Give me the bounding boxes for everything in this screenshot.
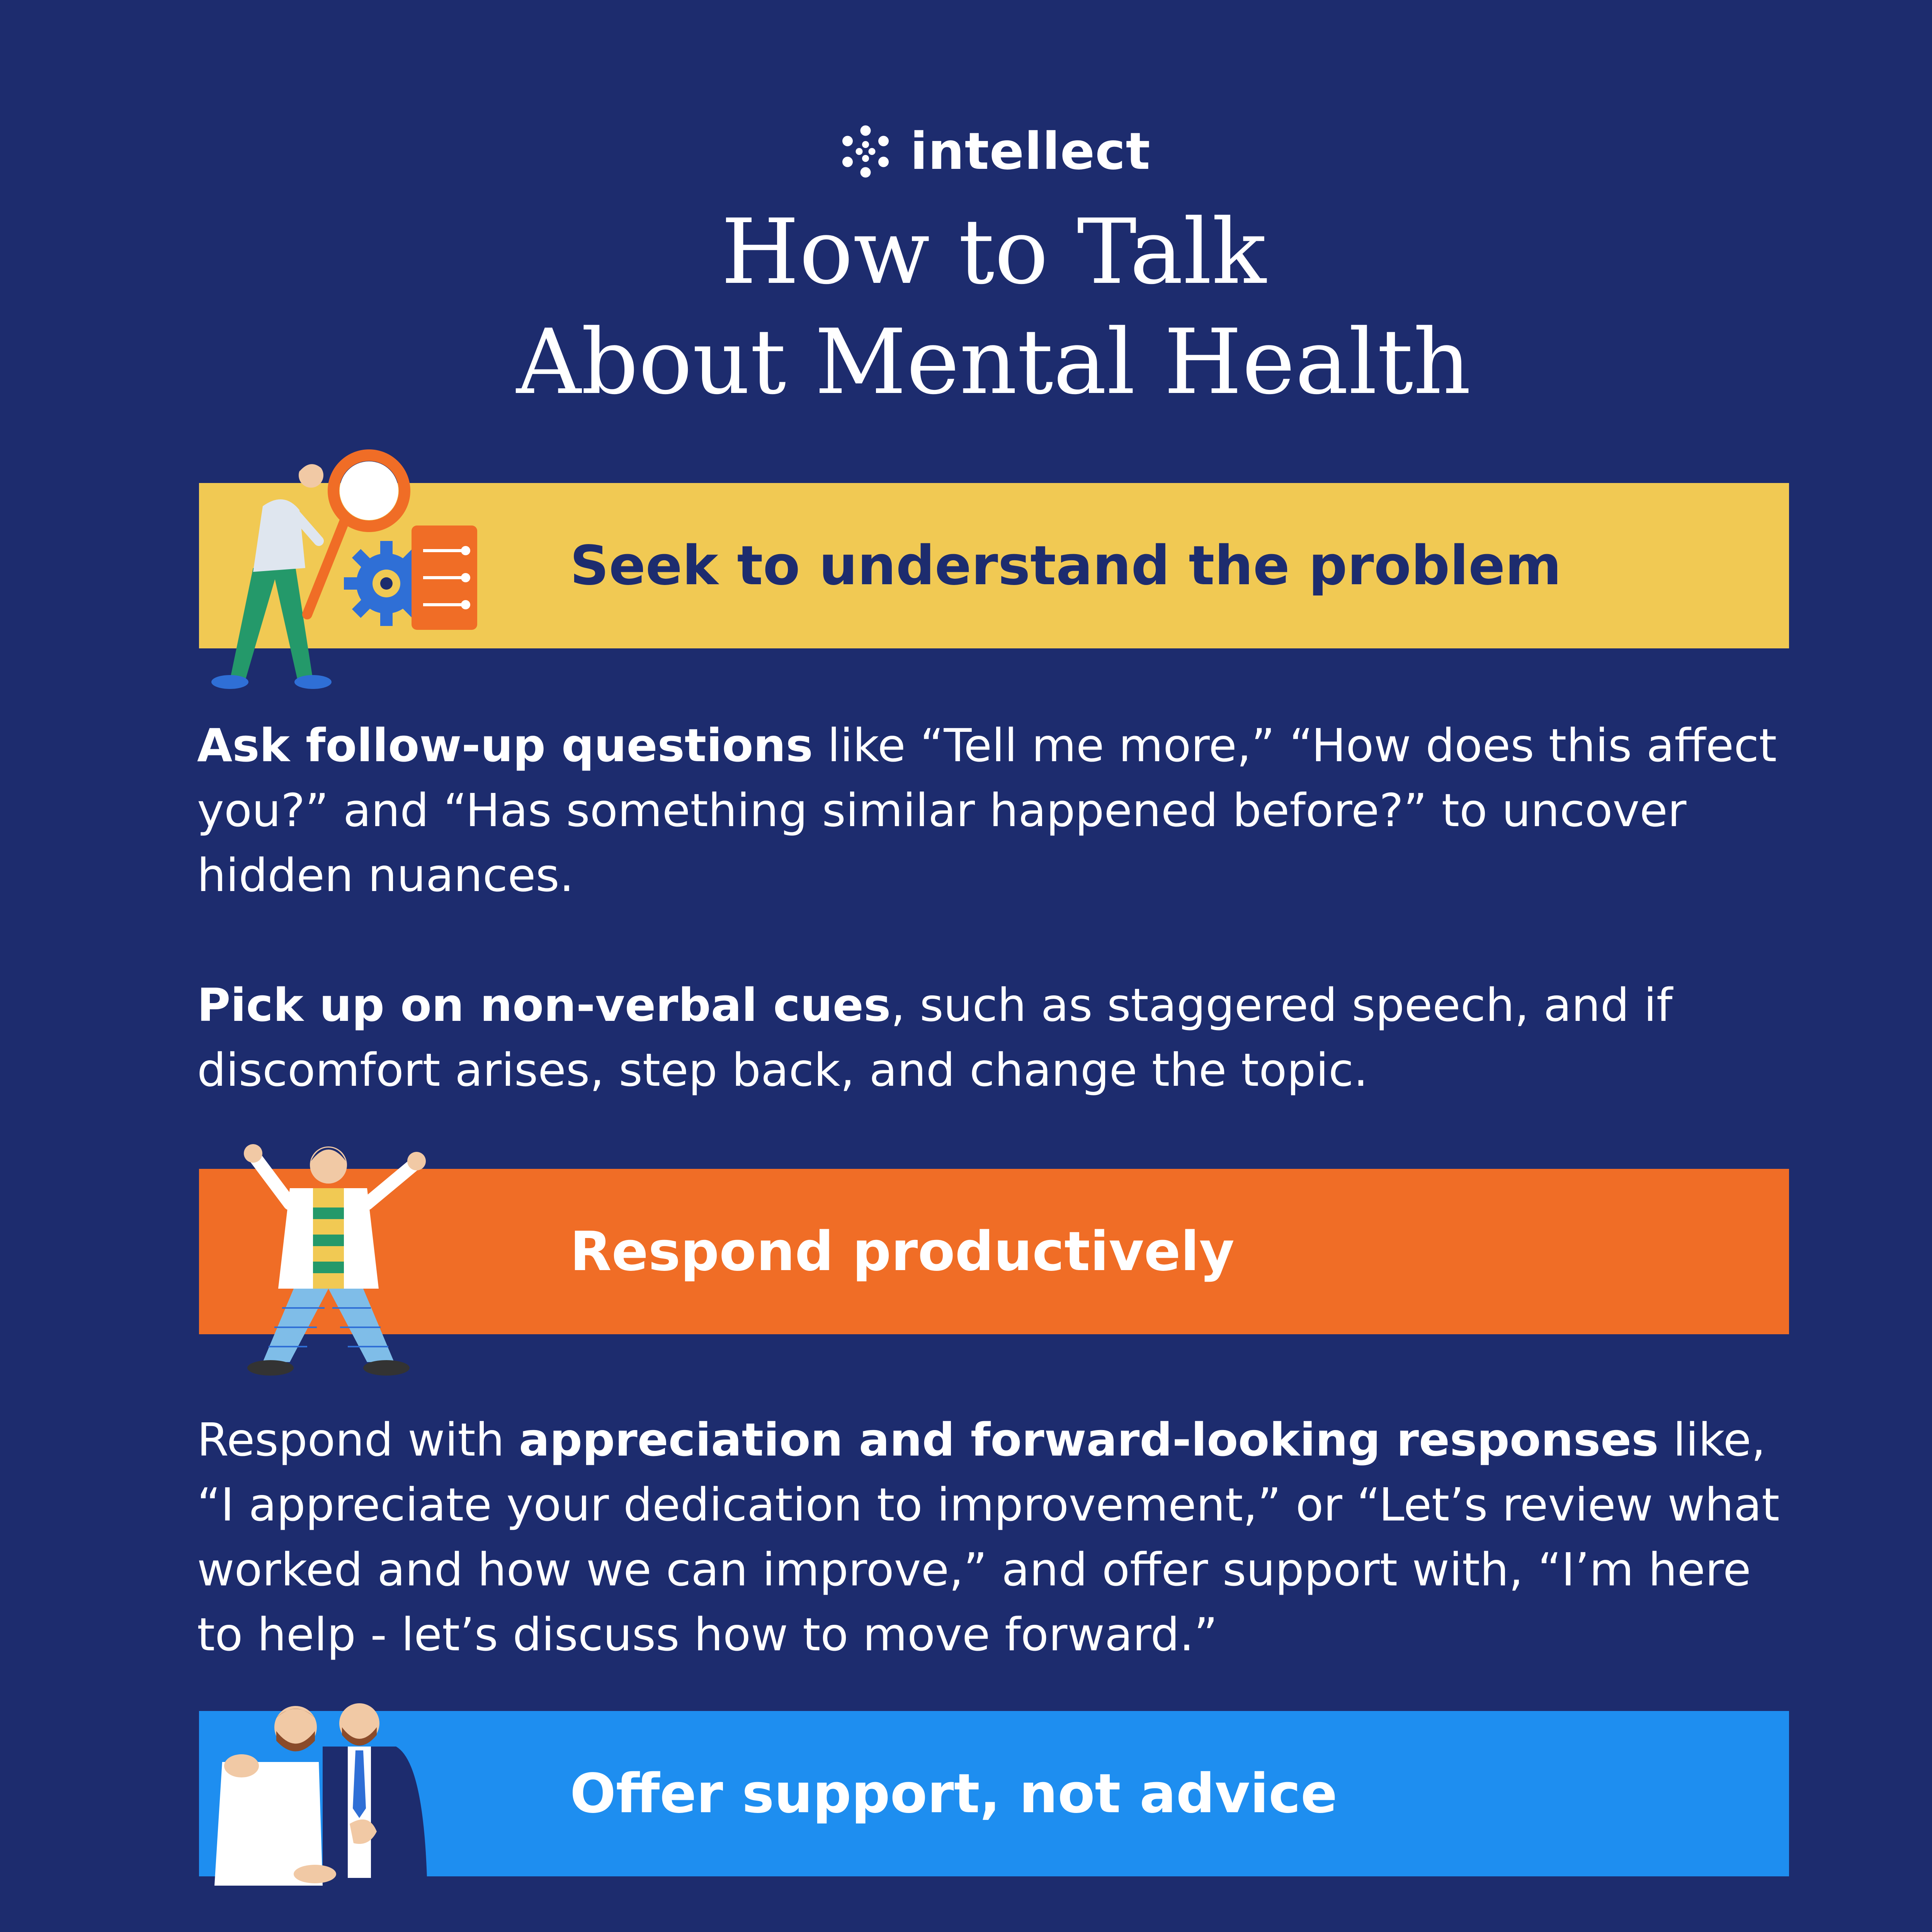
section-body-respond (197, 1407, 1808, 1667)
asterisk-dots-logo-icon (837, 122, 895, 180)
person-shrugging-illustration (232, 1126, 448, 1385)
section-heading-support: Offer support, not advice (570, 1762, 1338, 1825)
section-body-support (197, 1929, 1808, 1932)
paragraph-bold-run: Pick up on non-verbal cues (197, 978, 891, 1032)
section-paragraph (197, 973, 1808, 1102)
section-paragraph (197, 713, 1808, 908)
section-paragraph (197, 1929, 1808, 1932)
page-title-line1: How to Talk (721, 200, 1266, 304)
paragraph-text-run: like, “I appreciate your dedication to improvement,” or “Let’s review what worked and how we can improve,” and offer support with, “I’m here to help - let’s discuss how to move forward.” (197, 1413, 1780, 1661)
two-people-support-illustration (207, 1685, 477, 1901)
section-heading-seek: Seek to understand the problem (570, 534, 1562, 597)
paragraph-text-run: like “Tell me more,” “How does this affect you?” and “Has something similar happened before?” to uncover hidden nuances. (197, 719, 1777, 902)
brand-name: intellect (910, 122, 1151, 181)
page-title-line2: About Mental Health (516, 310, 1471, 414)
section-paragraph (197, 1407, 1808, 1667)
section-body-seek (197, 713, 1808, 1102)
section-heading-respond: Respond productively (570, 1220, 1235, 1283)
paragraph-text-run: , such as staggered speech, and if discomfort arises, step back, and change the topic. (197, 978, 1673, 1097)
brand-logo (0, 122, 1932, 181)
page-title (0, 197, 1932, 417)
paragraph-bold-run: Ask follow-up questions (197, 719, 813, 772)
paragraph-bold-run: appreciation and forward-looking responses (519, 1413, 1659, 1466)
person-magnifier-gear-illustration (195, 440, 489, 696)
paragraph-text-run: Respond with (197, 1413, 519, 1466)
